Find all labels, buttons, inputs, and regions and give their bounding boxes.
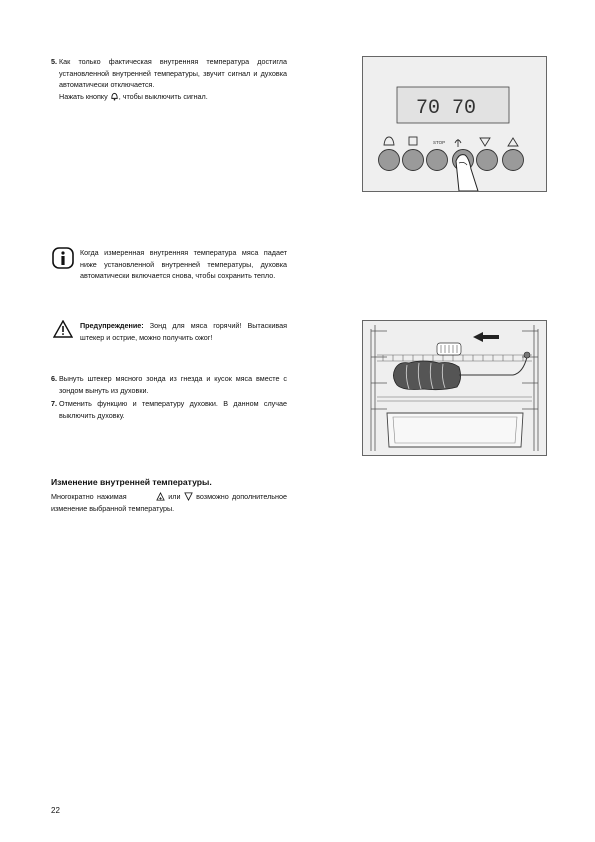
bell-icon	[110, 92, 119, 101]
panel-symbols	[384, 137, 518, 147]
step-6	[51, 373, 287, 396]
info-icon	[52, 247, 74, 269]
step-text: Вынуть штекер мясного зонда из гнезда и кусок мяса вместе с зондом вынуть из духовки.	[59, 374, 287, 395]
step-text-2: Нажать кнопку , чтобы выключить сигнал.	[59, 91, 208, 101]
step-number: 5.	[51, 57, 57, 66]
stop-label: STOP	[433, 140, 446, 145]
baking-tray	[387, 413, 523, 447]
step-number: 6.	[51, 374, 57, 383]
info-note-text: Когда измеренная внутренняя температура мяса падает ниже установленной внутренней температуры, духовка автоматически включается снова, чтобы сохранить тепло.	[80, 248, 287, 280]
warning-text: Зонд для мяса горячий! Вытаскивая штекер и острие, можно получить ожог!	[80, 321, 287, 342]
warning-icon	[53, 320, 73, 338]
thermometer-icon	[437, 343, 461, 355]
step-5	[51, 56, 287, 102]
section-heading: Изменение внутренней температуры.	[51, 477, 212, 487]
section-text: Многократно нажимая или возможно дополнительное изменение выбранной температуры.	[51, 492, 288, 513]
page-number: 22	[51, 806, 60, 815]
finger-drawing	[456, 155, 478, 191]
oven-interior-figure	[362, 320, 547, 456]
display-readout: 70 70	[416, 97, 477, 120]
oven-drawing	[363, 321, 546, 455]
meat-drawing	[393, 361, 460, 390]
warning-note	[80, 320, 287, 343]
panel-buttons	[379, 150, 524, 171]
step-7	[51, 398, 287, 421]
control-panel-drawing	[363, 57, 546, 191]
step-number: 7.	[51, 399, 57, 408]
down-triangle-icon	[184, 492, 193, 501]
step-text: Отменить функцию и температуру духовки. В данном случае выключить духовку.	[59, 399, 287, 420]
arrow-left-icon	[473, 332, 499, 342]
up-triangle-icon	[156, 492, 165, 501]
step-text: Как только фактическая внутренняя температура достигла установленной внутренней температуры, звучит сигнал и духовка автоматически отключается.	[59, 57, 287, 89]
info-note	[80, 247, 287, 282]
control-panel-figure	[362, 56, 547, 192]
warning-label: Предупреждение:	[80, 321, 144, 330]
